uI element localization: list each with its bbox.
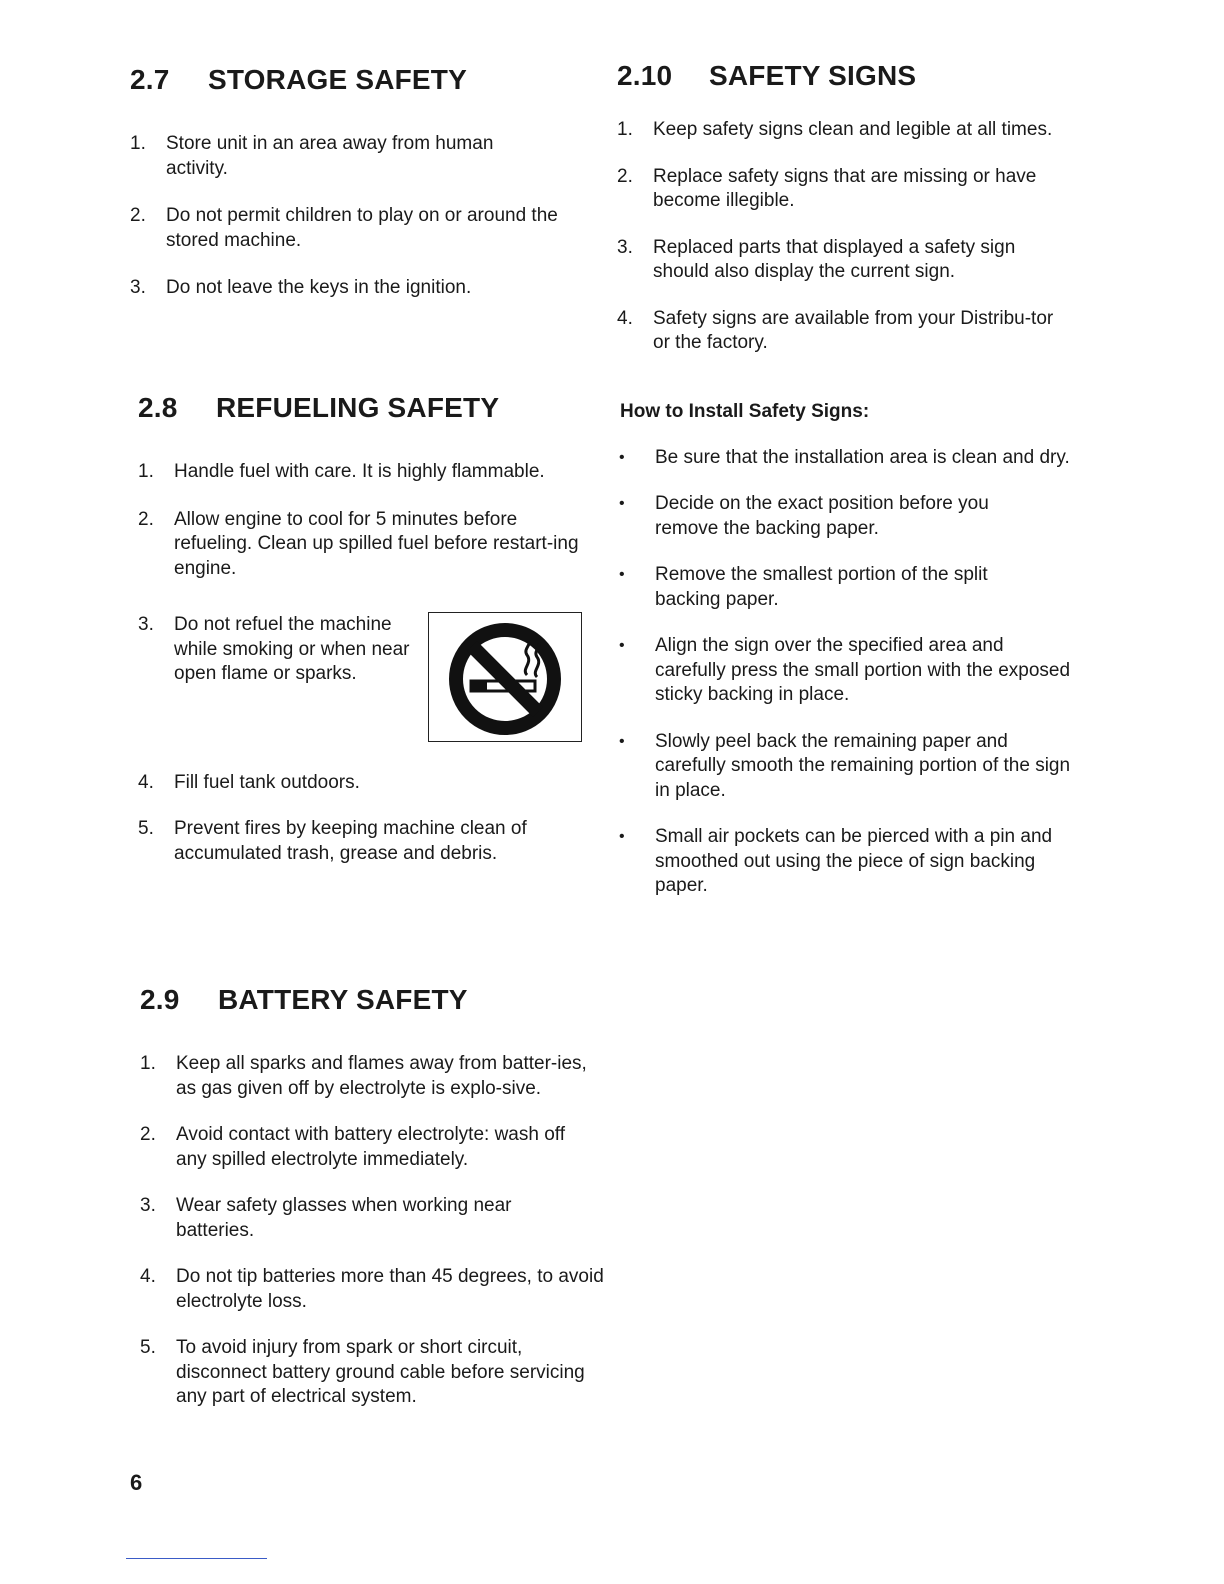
bullet-icon: • — [619, 566, 625, 583]
footer-rule — [126, 1558, 267, 1559]
safety-signs-section — [617, 60, 1077, 899]
safety-signs-heading — [617, 60, 1077, 92]
list-item: 1. Store unit in an area away from human activity. — [130, 133, 494, 179]
battery-safety-section — [140, 984, 604, 1410]
page-number: 6 — [130, 1470, 143, 1495]
battery-safety-list — [140, 1052, 604, 1410]
section-number: 2.7 — [130, 64, 170, 95]
section-number: 2.8 — [138, 392, 178, 423]
section-number: 2.10 — [617, 60, 673, 91]
list-item: 4. Do not tip batteries more than 45 degrees, to avoid electrolyte loss. — [140, 1266, 604, 1312]
list-item: 2. Avoid contact with battery electrolyte: wash off any spilled electrolyte immediately. — [140, 1124, 565, 1170]
list-item: • Be sure that the installation area is clean and dry. — [617, 446, 1075, 471]
list-item: 2. Replace safety signs that are missing or have become illegible. — [617, 165, 1037, 211]
section-title: BATTERY SAFETY — [218, 984, 468, 1015]
list-item: 4. Safety signs are available from your Distribu-tor or the factory. — [617, 307, 1054, 353]
list-item: • Align the sign over the specified area and carefully press the small portion with the exposed sticky backing in place. — [619, 635, 1071, 705]
list-item: 1. Keep all sparks and flames away from batter-ies, as gas given off by electrolyte is explo-sive. — [140, 1053, 587, 1099]
section-title: REFUELING SAFETY — [216, 392, 500, 423]
install-signs-heading: How to Install Safety Signs: — [620, 400, 870, 422]
bullet-icon: • — [619, 732, 625, 750]
battery-safety-heading — [140, 984, 590, 1016]
list-item: 3. Wear safety glasses when working near batteries. — [140, 1195, 512, 1241]
list-item: • Remove the smallest portion of the split backing paper. — [619, 564, 988, 610]
section-title: SAFETY SIGNS — [709, 60, 917, 91]
section-number: 2.9 — [140, 984, 180, 1015]
list-item: 3. Do not refuel the machine while smoking or when near open flame or sparks. — [138, 614, 410, 684]
list-item: 5. To avoid injury from spark or short circuit, disconnect battery ground cable before servicing any part of electrical system. — [140, 1337, 585, 1407]
no-smoking-icon — [443, 619, 567, 737]
bullet-icon: • — [619, 448, 625, 466]
storage-safety-list — [130, 132, 570, 301]
storage-safety-section — [130, 64, 570, 301]
list-item: 3. Replaced parts that displayed a safety sign should also display the current sign. — [617, 236, 1016, 282]
list-item: 3. Do not leave the keys in the ignition. — [130, 277, 472, 298]
list-item: • Small air pockets can be pierced with a pin and smoothed out using the piece of sign backing paper. — [619, 826, 1053, 896]
bullet-icon: • — [619, 495, 625, 512]
bullet-icon: • — [619, 637, 625, 654]
install-steps-list — [617, 446, 1077, 899]
list-item: 4. Fill fuel tank outdoors. — [138, 771, 360, 793]
bullet-icon: • — [619, 828, 625, 845]
list-item: • Slowly peel back the remaining paper and carefully smooth the remaining portion of the sign in place. — [619, 730, 1071, 801]
list-item: 2. Allow engine to cool for 5 minutes before refueling. Clean up spilled fuel before restart-ing engine. — [138, 508, 579, 579]
list-item: 1. Keep safety signs clean and legible at all times. — [617, 119, 1053, 140]
list-item: 5. Prevent fires by keeping machine clean of accumulated trash, grease and debris. — [138, 818, 527, 864]
list-item: • Decide on the exact position before you remove the backing paper. — [619, 493, 989, 539]
section-title: STORAGE SAFETY — [208, 64, 467, 95]
safety-signs-list — [617, 118, 1077, 356]
refueling-safety-heading — [138, 392, 588, 424]
no-smoking-sign — [428, 612, 582, 742]
storage-safety-heading — [130, 64, 570, 96]
list-item: 2. Do not permit children to play on or around the stored machine. — [130, 205, 558, 251]
list-item: 1. Handle fuel with care. It is highly flammable. — [138, 461, 545, 482]
